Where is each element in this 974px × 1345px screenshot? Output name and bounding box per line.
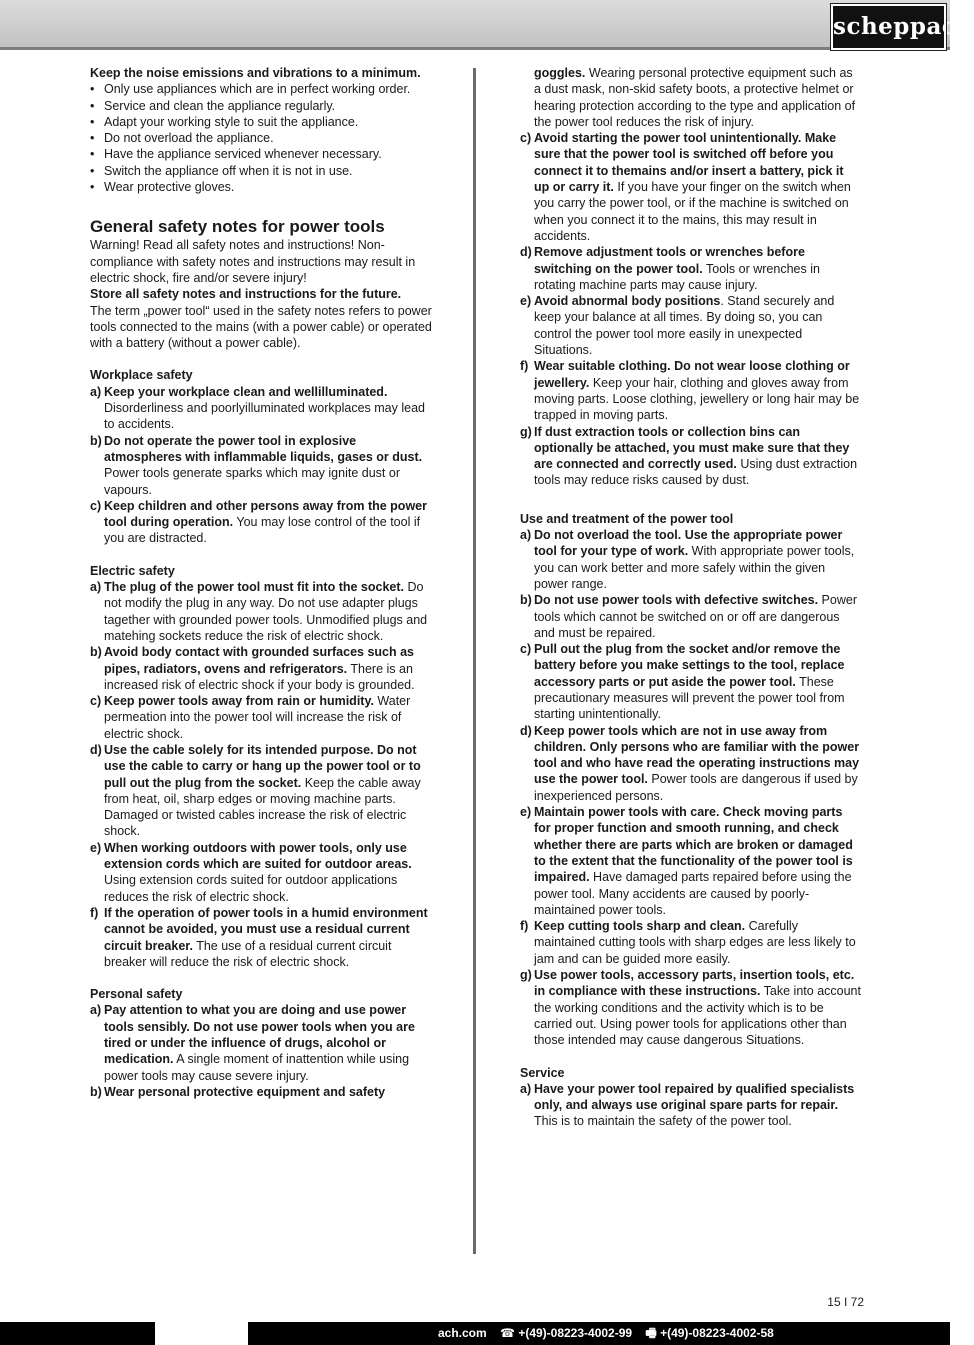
list-item: g) Use power tools, accessory parts, insertion tools, etc. in compliance with these instructions. Take into account the working conditions and the activity which is to be carried out. Using power tools for applications other than those intended may cause dangerous Situations. bbox=[520, 968, 861, 1048]
list-item: • Service and clean the appliance regularly. bbox=[90, 98, 435, 114]
section-heading: General safety notes for power tools bbox=[90, 217, 385, 237]
list-item: d) Keep power tools which are not in use away from children. Only persons who are familiar with the power tool and who have read the operating instructions may use the power tool. Power tools are dangerous if used by inexperienced persons. bbox=[520, 723, 860, 803]
list-item: a) Have your power tool repaired by qualified specialists only, and always use original spare parts for repair. This is to maintain the safety of the power tool. bbox=[520, 1081, 855, 1129]
list-item: goggles. Wearing personal protective equipment such as a dust mask, non-skid safety boots, a protective helmet or hearing protection according to the type and application of the power tool reduces the risk of injury. bbox=[534, 66, 856, 129]
list-item: a) Do not overload the tool. Use the appropriate power tool for your type of work. With appropriate power tools, you can work better and more safely within the given power range. bbox=[520, 528, 855, 591]
personal-title: Personal safety bbox=[90, 987, 183, 1002]
scheppach-logo: scheppach bbox=[831, 4, 946, 50]
column-divider bbox=[473, 68, 476, 1254]
service-title: Service bbox=[520, 1065, 565, 1080]
list-item: e) When working outdoors with power tools, only use extension cords which are suited for outdoor areas. Using extension cords suited for outdoor applications reduces the risk of electric shock. bbox=[90, 840, 412, 904]
use-title: Use and treatment of the power tool bbox=[520, 511, 734, 526]
list-item: c) Avoid starting the power tool unintentionally. Make sure that the power tool is switched off before you connect it to themains and/or insert a battery, pick it up or carry it. If you have your finger on the switch when you carry the power tool, or if the machine is switched on when you connect it to the mains, this may result in accidents. bbox=[520, 131, 851, 243]
warning-text: Warning! Read all safety notes and instructions! Non-compliance with safety notes and instructions may result in electric shock, fire and/or severe injury! bbox=[90, 238, 416, 285]
page-number: 15 I 72 bbox=[827, 1295, 864, 1309]
list-item: • Only use appliances which are in perfect working order. bbox=[90, 81, 435, 97]
list-item: • Switch the appliance off when it is not in use. bbox=[90, 163, 435, 179]
right-column bbox=[520, 65, 862, 1130]
list-item: • Wear protective gloves. bbox=[90, 179, 435, 195]
noise-intro: Keep the noise emissions and vibrations to a minimum. bbox=[90, 66, 421, 80]
noise-bullet-list bbox=[90, 81, 435, 195]
list-item: c) Pull out the plug from the socket and/or remove the battery before you make settings to the tool, replace accessory parts or put aside the power tool. These precautionary measures will prevent the power tool from starting unintentionally. bbox=[520, 642, 845, 722]
list-item: f) Keep cutting tools sharp and clean. Carefully maintained cutting tools with sharp edges are less likely to jam and can be guided more easily. bbox=[520, 919, 856, 966]
list-item: e) Avoid abnormal body positions. Stand securely and keep your balance at all times. By doing so, you can control the power tool more easily in unexpected Situations. bbox=[520, 294, 835, 358]
workplace-title: Workplace safety bbox=[90, 368, 193, 383]
list-item: a) Pay attention to what you are doing and use power tools sensibly. Do not use power tools when you are tired or under the influence of drugs, alcohol or medication. A single moment of inattention while using power tools may cause severe injury. bbox=[90, 1003, 415, 1083]
list-item: b) Do not use power tools with defective switches. Power tools which cannot be switched on or off are dangerous and must be repaired. bbox=[520, 593, 857, 640]
list-item: d) Use the cable solely for its intended purpose. Do not use the cable to carry or hang up the power tool or to pull out the plug from the socket. Keep the cable away from heat, oil, sharp edges or moving machine parts. Damaged or twisted cables increase the risk of electric shock. bbox=[90, 742, 421, 839]
list-item: g) If dust extraction tools or collection bins can optionally be attached, you must make sure that they are connected and correctly used. Using dust extraction tools may reduce risks caused by dust. bbox=[520, 424, 858, 488]
footer-white-block bbox=[155, 1322, 248, 1345]
list-item: • Have the appliance serviced whenever necessary. bbox=[90, 146, 435, 162]
store-notes: Store all safety notes and instructions for the future. bbox=[90, 287, 402, 302]
header-band bbox=[0, 0, 950, 50]
list-item: b) Do not operate the power tool in explosive atmospheres with inflammable liquids, gases or dust. Power tools generate sparks which may ignite dust or vapours. bbox=[90, 433, 423, 497]
list-item: e) Maintain power tools with care. Check moving parts for proper function and smooth running, and check whether there are parts which are broken or damaged to the extent that the functionality of the power tool is impaired. Have damaged parts repaired before using the power tool. Many accidents are caused by poorly-maintained power tools. bbox=[520, 805, 853, 917]
footer-fax: 🖷 +(49)-08223-4002-58 bbox=[645, 1326, 774, 1340]
list-item: d) Remove adjustment tools or wrenches before switching on the power tool. Tools or wrenches in rotating machine parts may cause injury. bbox=[520, 245, 820, 292]
list-item: f) Wear suitable clothing. Do not wear loose clothing or jewellery. Keep your hair, clothing and gloves away from moving parts. Loose clothing, jewellery or long hair may be trapped in moving parts. bbox=[520, 359, 860, 423]
footer-website[interactable]: ach.com bbox=[438, 1326, 487, 1340]
list-item: c) Keep children and other persons away from the power tool during operation. You may lose control of the tool if you are distracted. bbox=[90, 498, 427, 546]
list-item: • Do not overload the appliance. bbox=[90, 130, 435, 146]
footer-contact bbox=[438, 1325, 784, 1341]
list-item: a) The plug of the power tool must fit into the socket. Do not modify the plug in any way. Do not use adapter plugs tagether with grounded power tools. Unmodified plugs and matehing sockets reduce the risk of electric shock. bbox=[90, 580, 428, 643]
term-text: The term „power tool“ used in the safety notes refers to power tools connected to the mains (with a power cable) or operated with a battery (without a power cable). bbox=[90, 303, 432, 351]
list-item: • Adapt your working style to suit the appliance. bbox=[90, 114, 435, 130]
left-column bbox=[90, 65, 435, 1100]
list-item: b) Avoid body contact with grounded surfaces such as pipes, radiators, ovens and refrigerators. There is an increased risk of electric shock if your body is grounded. bbox=[90, 645, 415, 692]
list-item: b) Wear personal protective equipment and safety bbox=[90, 1084, 386, 1099]
electric-title: Electric safety bbox=[90, 563, 175, 578]
footer-phone: ☎ +(49)-08223-4002-99 bbox=[500, 1326, 633, 1340]
list-item: a) Keep your workplace clean and wellilluminated. Disorderliness and poorlyilluminated workplaces may lead to accidents. bbox=[90, 384, 425, 432]
list-item: c) Keep power tools away from rain or humidity. Water permeation into the power tool will increase the risk of electric shock. bbox=[90, 694, 411, 741]
list-item: f) If the operation of power tools in a humid environment cannot be avoided, you must use a residual current circuit breaker. The use of a residual current circuit breaker will reduce the risk of electric shock. bbox=[90, 905, 428, 969]
